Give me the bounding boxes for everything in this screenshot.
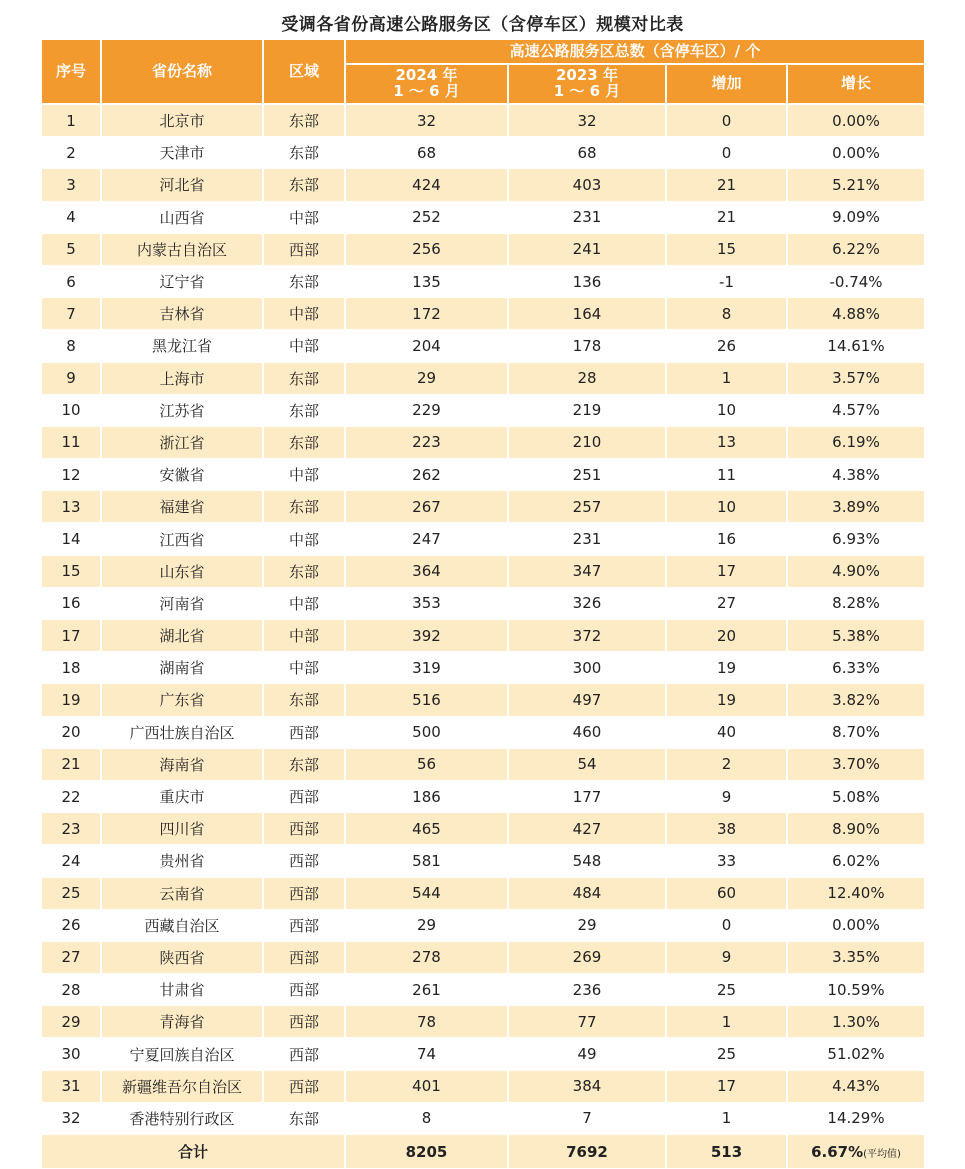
cell-province: 山东省	[101, 555, 263, 587]
cell-seq: 14	[42, 523, 101, 555]
cell-region: 中部	[263, 587, 345, 619]
cell-growth: 1.30%	[787, 1006, 924, 1038]
cell-increase: 1	[666, 362, 787, 394]
table-row	[42, 813, 924, 845]
cell-y2023: 484	[508, 877, 666, 909]
table-row	[42, 748, 924, 780]
cell-seq: 21	[42, 748, 101, 780]
table-row	[42, 169, 924, 201]
table-title: 受调各省份高速公路服务区（含停车区）规模对比表	[281, 15, 684, 35]
cell-growth: 10.59%	[787, 974, 924, 1006]
table-row	[42, 298, 924, 330]
table-row	[42, 941, 924, 973]
cell-seq: 20	[42, 716, 101, 748]
cell-increase: 19	[666, 652, 787, 684]
cell-y2023: 68	[508, 137, 666, 169]
cell-province: 吉林省	[101, 298, 263, 330]
cell-y2024: 247	[345, 523, 508, 555]
cell-seq: 11	[42, 426, 101, 458]
table-row	[42, 491, 924, 523]
cell-y2024: 172	[345, 298, 508, 330]
header-province: 省份名称	[101, 40, 263, 104]
cell-seq: 23	[42, 813, 101, 845]
header-region: 区域	[263, 40, 345, 104]
table-row	[42, 233, 924, 265]
cell-seq: 24	[42, 845, 101, 877]
cell-province: 宁夏回族自治区	[101, 1038, 263, 1070]
cell-province: 河北省	[101, 169, 263, 201]
cell-growth: 4.90%	[787, 555, 924, 587]
cell-seq: 5	[42, 233, 101, 265]
cell-province: 河南省	[101, 587, 263, 619]
cell-y2023: 231	[508, 523, 666, 555]
cell-growth: 3.82%	[787, 684, 924, 716]
table-row	[42, 1102, 924, 1134]
cell-region: 东部	[263, 555, 345, 587]
cell-region: 东部	[263, 104, 345, 137]
cell-seq: 7	[42, 298, 101, 330]
cell-y2023: 136	[508, 265, 666, 297]
cell-increase: -1	[666, 265, 787, 297]
cell-region: 西部	[263, 941, 345, 973]
table-row	[42, 426, 924, 458]
cell-y2024: 56	[345, 748, 508, 780]
cell-y2023: 347	[508, 555, 666, 587]
cell-growth: 3.57%	[787, 362, 924, 394]
cell-seq: 18	[42, 652, 101, 684]
cell-y2023: 384	[508, 1070, 666, 1102]
table-row	[42, 587, 924, 619]
cell-increase: 11	[666, 459, 787, 491]
cell-growth: 4.57%	[787, 394, 924, 426]
cell-y2023: 241	[508, 233, 666, 265]
cell-y2023: 372	[508, 620, 666, 652]
cell-y2023: 251	[508, 459, 666, 491]
cell-region: 东部	[263, 748, 345, 780]
table-row	[42, 201, 924, 233]
cell-growth: 3.70%	[787, 748, 924, 780]
cell-region: 西部	[263, 1070, 345, 1102]
cell-y2024: 204	[345, 330, 508, 362]
table-row	[42, 877, 924, 909]
cell-increase: 33	[666, 845, 787, 877]
cell-seq: 13	[42, 491, 101, 523]
table-body	[42, 104, 924, 1135]
cell-seq: 1	[42, 104, 101, 137]
cell-province: 天津市	[101, 137, 263, 169]
header-growth: 增长	[787, 64, 924, 104]
total-increase: 513	[666, 1135, 787, 1169]
cell-growth: 4.88%	[787, 298, 924, 330]
cell-y2024: 261	[345, 974, 508, 1006]
table-row	[42, 137, 924, 169]
cell-y2023: 403	[508, 169, 666, 201]
cell-province: 陕西省	[101, 941, 263, 973]
cell-y2023: 32	[508, 104, 666, 137]
cell-growth: 4.38%	[787, 459, 924, 491]
cell-y2024: 223	[345, 426, 508, 458]
cell-growth: 14.61%	[787, 330, 924, 362]
cell-growth: 0.00%	[787, 104, 924, 137]
cell-province: 甘肃省	[101, 974, 263, 1006]
cell-growth: 6.93%	[787, 523, 924, 555]
cell-y2024: 229	[345, 394, 508, 426]
cell-region: 西部	[263, 813, 345, 845]
cell-increase: 27	[666, 587, 787, 619]
cell-region: 东部	[263, 426, 345, 458]
cell-province: 四川省	[101, 813, 263, 845]
cell-growth: 6.02%	[787, 845, 924, 877]
cell-region: 西部	[263, 1038, 345, 1070]
cell-region: 中部	[263, 201, 345, 233]
cell-province: 上海市	[101, 362, 263, 394]
cell-y2023: 77	[508, 1006, 666, 1038]
cell-province: 湖北省	[101, 620, 263, 652]
cell-seq: 10	[42, 394, 101, 426]
cell-province: 黑龙江省	[101, 330, 263, 362]
cell-y2024: 32	[345, 104, 508, 137]
cell-region: 东部	[263, 265, 345, 297]
cell-seq: 4	[42, 201, 101, 233]
cell-increase: 17	[666, 555, 787, 587]
cell-y2024: 252	[345, 201, 508, 233]
cell-province: 安徽省	[101, 459, 263, 491]
cell-growth: 51.02%	[787, 1038, 924, 1070]
cell-growth: 6.19%	[787, 426, 924, 458]
cell-increase: 20	[666, 620, 787, 652]
cell-province: 北京市	[101, 104, 263, 137]
cell-seq: 6	[42, 265, 101, 297]
cell-increase: 25	[666, 974, 787, 1006]
cell-increase: 26	[666, 330, 787, 362]
cell-y2023: 257	[508, 491, 666, 523]
cell-region: 东部	[263, 394, 345, 426]
cell-growth: 8.28%	[787, 587, 924, 619]
table-row	[42, 362, 924, 394]
cell-region: 西部	[263, 780, 345, 812]
cell-seq: 17	[42, 620, 101, 652]
cell-y2024: 319	[345, 652, 508, 684]
cell-increase: 15	[666, 233, 787, 265]
cell-growth: 6.33%	[787, 652, 924, 684]
cell-increase: 10	[666, 394, 787, 426]
cell-province: 湖南省	[101, 652, 263, 684]
cell-province: 云南省	[101, 877, 263, 909]
cell-increase: 17	[666, 1070, 787, 1102]
cell-increase: 1	[666, 1102, 787, 1134]
total-growth	[787, 1135, 924, 1169]
cell-region: 中部	[263, 459, 345, 491]
cell-growth: 12.40%	[787, 877, 924, 909]
cell-province: 青海省	[101, 1006, 263, 1038]
table-row	[42, 845, 924, 877]
cell-y2024: 29	[345, 909, 508, 941]
cell-region: 西部	[263, 877, 345, 909]
cell-y2024: 581	[345, 845, 508, 877]
cell-seq: 32	[42, 1102, 101, 1134]
cell-seq: 25	[42, 877, 101, 909]
cell-region: 东部	[263, 1102, 345, 1134]
table-row	[42, 684, 924, 716]
cell-region: 西部	[263, 1006, 345, 1038]
table-row	[42, 974, 924, 1006]
cell-y2024: 267	[345, 491, 508, 523]
table-row	[42, 330, 924, 362]
header-seq: 序号	[42, 40, 101, 104]
cell-y2023: 177	[508, 780, 666, 812]
cell-province: 贵州省	[101, 845, 263, 877]
table-row	[42, 716, 924, 748]
cell-seq: 19	[42, 684, 101, 716]
cell-region: 东部	[263, 169, 345, 201]
cell-growth: 6.22%	[787, 233, 924, 265]
cell-growth: 5.38%	[787, 620, 924, 652]
cell-region: 东部	[263, 137, 345, 169]
cell-y2024: 262	[345, 459, 508, 491]
cell-province: 浙江省	[101, 426, 263, 458]
table-row	[42, 459, 924, 491]
cell-region: 东部	[263, 362, 345, 394]
table-row	[42, 265, 924, 297]
cell-seq: 30	[42, 1038, 101, 1070]
cell-y2023: 210	[508, 426, 666, 458]
cell-y2023: 300	[508, 652, 666, 684]
table-row	[42, 523, 924, 555]
cell-seq: 29	[42, 1006, 101, 1038]
cell-region: 西部	[263, 909, 345, 941]
total-2024: 8205	[345, 1135, 508, 1169]
cell-y2023: 231	[508, 201, 666, 233]
total-row	[42, 1135, 924, 1169]
cell-growth: -0.74%	[787, 265, 924, 297]
cell-seq: 22	[42, 780, 101, 812]
cell-province: 海南省	[101, 748, 263, 780]
cell-y2024: 256	[345, 233, 508, 265]
cell-province: 香港特别行政区	[101, 1102, 263, 1134]
total-label: 合计	[42, 1135, 345, 1169]
cell-y2023: 548	[508, 845, 666, 877]
cell-seq: 9	[42, 362, 101, 394]
cell-seq: 27	[42, 941, 101, 973]
cell-y2023: 219	[508, 394, 666, 426]
cell-y2024: 8	[345, 1102, 508, 1134]
cell-y2023: 7	[508, 1102, 666, 1134]
cell-increase: 9	[666, 941, 787, 973]
cell-region: 西部	[263, 974, 345, 1006]
cell-seq: 31	[42, 1070, 101, 1102]
cell-y2023: 269	[508, 941, 666, 973]
cell-y2023: 326	[508, 587, 666, 619]
cell-growth: 0.00%	[787, 909, 924, 941]
cell-region: 东部	[263, 491, 345, 523]
cell-increase: 0	[666, 909, 787, 941]
header-group: 高速公路服务区总数（含停车区）/ 个	[345, 40, 924, 64]
cell-province: 广西壮族自治区	[101, 716, 263, 748]
cell-y2024: 186	[345, 780, 508, 812]
cell-y2024: 544	[345, 877, 508, 909]
cell-province: 内蒙古自治区	[101, 233, 263, 265]
table-row	[42, 1070, 924, 1102]
cell-growth: 5.08%	[787, 780, 924, 812]
cell-increase: 40	[666, 716, 787, 748]
cell-growth: 5.21%	[787, 169, 924, 201]
cell-y2024: 364	[345, 555, 508, 587]
cell-increase: 9	[666, 780, 787, 812]
cell-increase: 2	[666, 748, 787, 780]
cell-y2024: 392	[345, 620, 508, 652]
table-row	[42, 780, 924, 812]
cell-region: 西部	[263, 845, 345, 877]
cell-y2024: 424	[345, 169, 508, 201]
cell-seq: 3	[42, 169, 101, 201]
total-growth-note: (平均值)	[863, 1148, 901, 1160]
cell-y2023: 29	[508, 909, 666, 941]
cell-region: 中部	[263, 298, 345, 330]
cell-region: 中部	[263, 523, 345, 555]
table-row	[42, 555, 924, 587]
table-row	[42, 104, 924, 137]
cell-seq: 12	[42, 459, 101, 491]
table-row	[42, 652, 924, 684]
cell-seq: 16	[42, 587, 101, 619]
header-2024: 2024 年 1 ～ 6 月	[345, 64, 508, 104]
cell-y2023: 178	[508, 330, 666, 362]
table-row	[42, 909, 924, 941]
cell-increase: 21	[666, 169, 787, 201]
cell-y2024: 401	[345, 1070, 508, 1102]
cell-growth: 8.70%	[787, 716, 924, 748]
cell-y2023: 497	[508, 684, 666, 716]
cell-y2024: 353	[345, 587, 508, 619]
cell-region: 西部	[263, 233, 345, 265]
cell-province: 福建省	[101, 491, 263, 523]
cell-increase: 13	[666, 426, 787, 458]
cell-region: 中部	[263, 330, 345, 362]
header-increase: 增加	[666, 64, 787, 104]
cell-y2023: 164	[508, 298, 666, 330]
cell-growth: 3.89%	[787, 491, 924, 523]
cell-increase: 19	[666, 684, 787, 716]
header-2023: 2023 年 1 ～ 6 月	[508, 64, 666, 104]
comparison-table	[42, 40, 924, 1169]
table-row	[42, 394, 924, 426]
cell-y2023: 49	[508, 1038, 666, 1070]
cell-y2024: 500	[345, 716, 508, 748]
cell-region: 中部	[263, 652, 345, 684]
cell-growth: 3.35%	[787, 941, 924, 973]
cell-growth: 0.00%	[787, 137, 924, 169]
table-row	[42, 1006, 924, 1038]
cell-y2023: 460	[508, 716, 666, 748]
cell-y2023: 236	[508, 974, 666, 1006]
cell-seq: 15	[42, 555, 101, 587]
table-row	[42, 1038, 924, 1070]
cell-y2024: 29	[345, 362, 508, 394]
cell-y2024: 68	[345, 137, 508, 169]
cell-increase: 38	[666, 813, 787, 845]
cell-increase: 60	[666, 877, 787, 909]
cell-y2023: 54	[508, 748, 666, 780]
cell-region: 西部	[263, 716, 345, 748]
cell-y2024: 465	[345, 813, 508, 845]
cell-growth: 4.43%	[787, 1070, 924, 1102]
cell-growth: 8.90%	[787, 813, 924, 845]
cell-growth: 9.09%	[787, 201, 924, 233]
cell-increase: 0	[666, 104, 787, 137]
cell-province: 新疆维吾尔自治区	[101, 1070, 263, 1102]
cell-growth: 14.29%	[787, 1102, 924, 1134]
cell-province: 西藏自治区	[101, 909, 263, 941]
cell-seq: 2	[42, 137, 101, 169]
cell-province: 广东省	[101, 684, 263, 716]
cell-y2023: 427	[508, 813, 666, 845]
total-2023: 7692	[508, 1135, 666, 1169]
cell-y2024: 74	[345, 1038, 508, 1070]
cell-increase: 21	[666, 201, 787, 233]
cell-province: 重庆市	[101, 780, 263, 812]
total-growth-value: 6.67%	[811, 1142, 864, 1161]
cell-province: 江西省	[101, 523, 263, 555]
cell-increase: 0	[666, 137, 787, 169]
cell-province: 江苏省	[101, 394, 263, 426]
cell-y2024: 278	[345, 941, 508, 973]
cell-y2024: 516	[345, 684, 508, 716]
table-row	[42, 620, 924, 652]
cell-region: 中部	[263, 620, 345, 652]
cell-y2024: 135	[345, 265, 508, 297]
cell-increase: 8	[666, 298, 787, 330]
cell-seq: 8	[42, 330, 101, 362]
cell-region: 东部	[263, 684, 345, 716]
cell-province: 山西省	[101, 201, 263, 233]
cell-seq: 26	[42, 909, 101, 941]
cell-increase: 25	[666, 1038, 787, 1070]
cell-seq: 28	[42, 974, 101, 1006]
cell-increase: 1	[666, 1006, 787, 1038]
cell-province: 辽宁省	[101, 265, 263, 297]
cell-increase: 16	[666, 523, 787, 555]
cell-increase: 10	[666, 491, 787, 523]
cell-y2023: 28	[508, 362, 666, 394]
cell-y2024: 78	[345, 1006, 508, 1038]
